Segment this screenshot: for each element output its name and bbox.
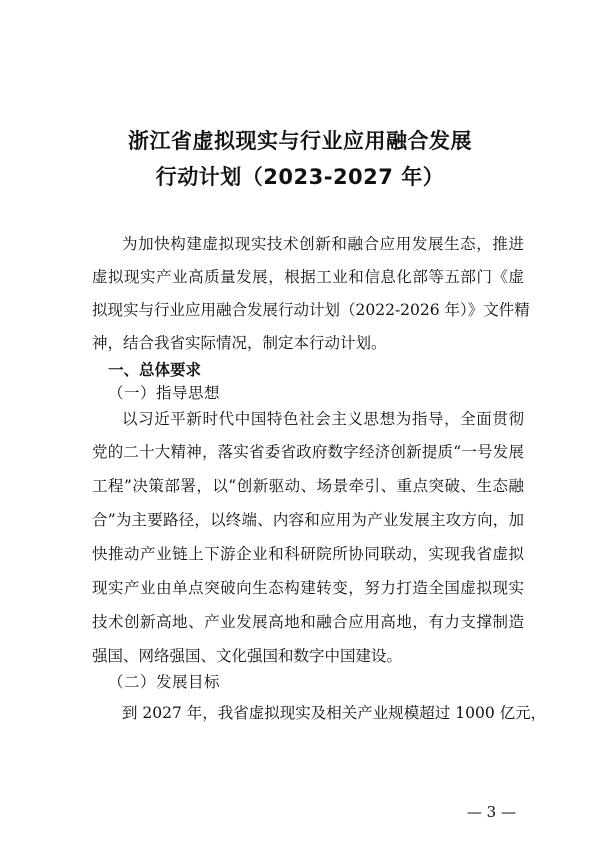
guiding-line-5: 快推动产业链上下游企业和科研院所协同联动，实现我省虚拟: [92, 545, 524, 563]
guiding-line-2: 党的二十大精神，落实省委省政府数字经济创新提质“一号发展: [92, 443, 524, 461]
document-title-line-2: 行动计划（2023-2027 年）: [155, 165, 445, 189]
guiding-line-1: 以习近平新时代中国特色社会主义思想为指导，全面贯彻: [122, 410, 524, 428]
document-title-line-1: 浙江省虚拟现实与行业应用融合发展: [128, 129, 472, 153]
intro-line-4: 神，结合我省实际情况，制定本行动计划。: [92, 334, 387, 352]
subsection-heading-guiding-ideology: （一）指导思想: [108, 384, 221, 402]
guiding-line-8: 强国、网络强国、文化强国和数字中国建设。: [92, 647, 403, 665]
goals-line-1: 到 2027 年，我省虚拟现实及相关产业规模超过 1000 亿元，: [122, 704, 547, 722]
guiding-line-6: 现实产业由单点突破向生态构建转变，努力打造全国虚拟现实: [92, 579, 524, 597]
guiding-line-4: 合”为主要路径，以终端、内容和应用为产业发展主攻方向，加: [92, 511, 524, 529]
section-heading-general-requirements: 一、总体要求: [108, 361, 202, 379]
guiding-line-3: 工程”决策部署，以“创新驱动、场景牵引、重点突破、生态融: [92, 477, 524, 495]
intro-line-1: 为加快构建虚拟现实技术创新和融合应用发展生态，推进: [122, 235, 524, 253]
page-number: — 3 —: [466, 803, 516, 821]
intro-line-2: 虚拟现实产业高质量发展，根据工业和信息化部等五部门《虚: [92, 268, 524, 286]
intro-line-3: 拟现实与行业应用融合发展行动计划（2022-2026 年）》文件精: [92, 301, 530, 319]
subsection-heading-development-goals: （二）发展目标: [108, 673, 221, 691]
guiding-line-7: 技术创新高地、产业发展高地和融合应用高地，有力支撑制造: [92, 613, 524, 631]
